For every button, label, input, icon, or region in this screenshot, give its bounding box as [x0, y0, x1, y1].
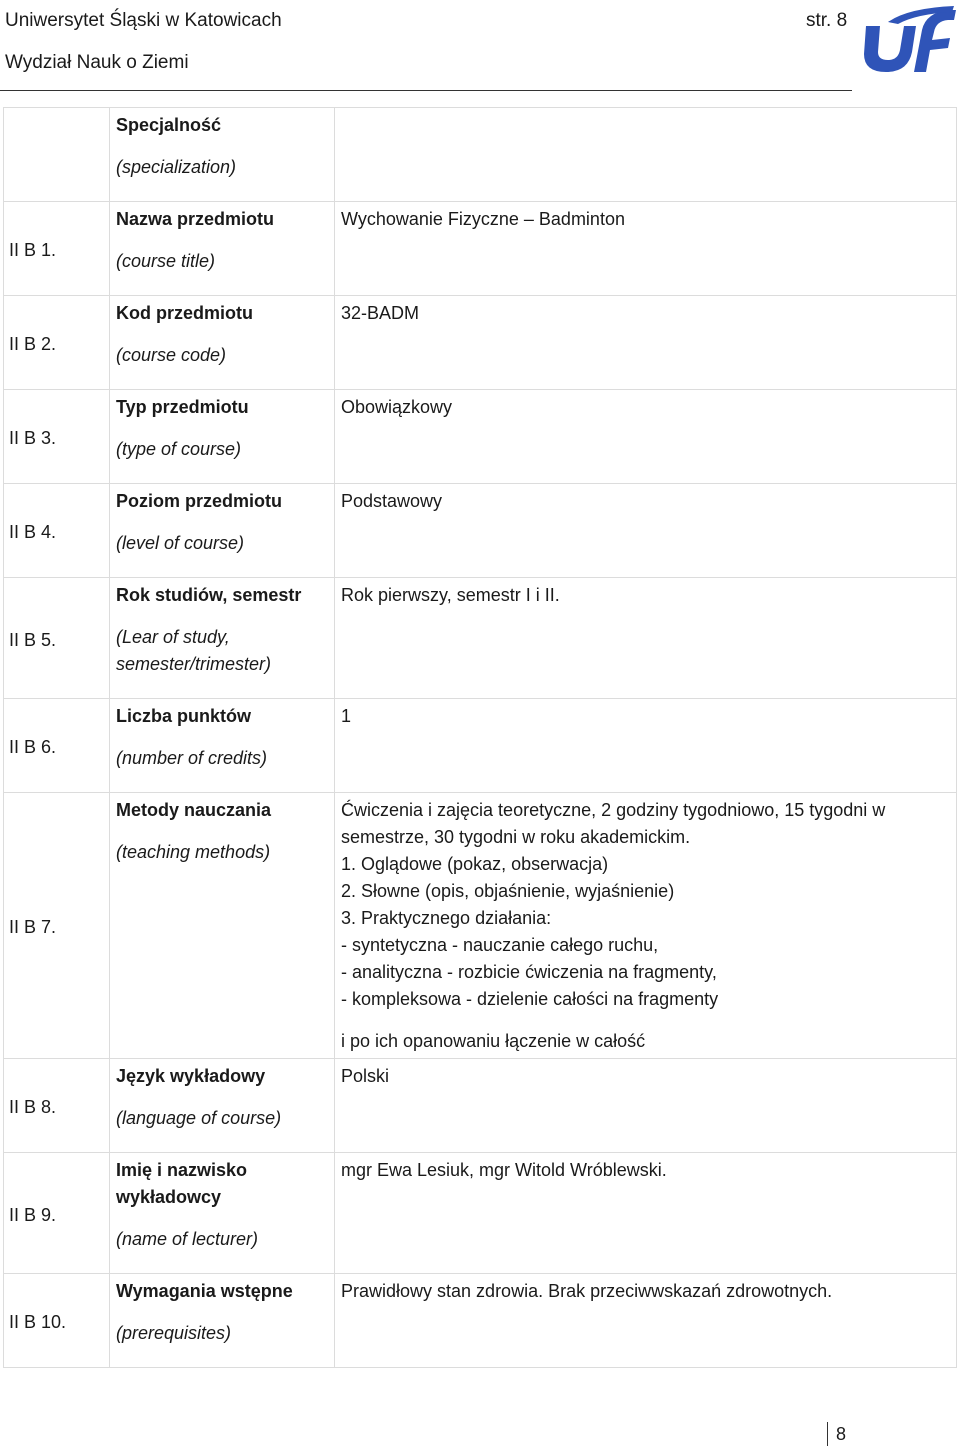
row-number: II B 8.: [4, 1059, 110, 1153]
table-row: [4, 1274, 957, 1368]
table-row: [4, 1153, 957, 1274]
field-label-pl: Poziom przedmiotu: [116, 491, 282, 511]
field-label: [110, 296, 335, 390]
prerequisites-value: Prawidłowy stan zdrowia. Brak przeciwwskazań zdrowotnych.: [341, 1281, 833, 1301]
field-label-en: (specialization): [116, 157, 237, 177]
header-divider: [0, 90, 852, 91]
row-number: II B 5.: [4, 578, 110, 699]
field-value: [335, 1274, 957, 1368]
teaching-methods-line: - analityczna - rozbicie ćwiczenia na fragmenty,: [341, 962, 717, 982]
field-label: [110, 202, 335, 296]
field-value: [335, 108, 957, 202]
field-label-en: (type of course): [116, 439, 242, 459]
field-label-en: (language of course): [116, 1108, 282, 1128]
language-value: Polski: [341, 1066, 390, 1086]
field-label-pl: Liczba punktów: [116, 706, 251, 726]
course-level-value: Podstawowy: [341, 491, 443, 511]
row-number: II B 3.: [4, 390, 110, 484]
field-label-en: (course code): [116, 345, 227, 365]
field-label-en: (Lear of study, semester/trimester): [116, 627, 272, 674]
course-code-value: 32-BADM: [341, 303, 420, 323]
field-label-pl: Imię i nazwisko wykładowcy: [116, 1160, 248, 1207]
field-value: [335, 296, 957, 390]
teaching-methods-line: 1. Oglądowe (pokaz, obserwacja): [341, 854, 609, 874]
field-value: [335, 793, 957, 1059]
field-label: [110, 1059, 335, 1153]
university-logo-icon: [858, 4, 958, 74]
teaching-methods-line: 2. Słowne (opis, objaśnienie, wyjaśnienie): [341, 881, 675, 901]
row-number: II B 4.: [4, 484, 110, 578]
logo-shapes: [864, 6, 956, 72]
field-label-en: (level of course): [116, 533, 245, 553]
field-label: [110, 699, 335, 793]
footer-page-number: 8: [827, 1422, 846, 1446]
field-label-en: (course title): [116, 251, 216, 271]
field-label-pl: Kod przedmiotu: [116, 303, 253, 323]
field-value: [335, 1059, 957, 1153]
table-row: [4, 793, 957, 1059]
university-name: Uniwersytet Śląski w Katowicach: [5, 10, 282, 31]
teaching-methods-line: - syntetyczna - nauczanie całego ruchu,: [341, 935, 659, 955]
table-row: [4, 578, 957, 699]
field-value: [335, 390, 957, 484]
credits-value: 1: [341, 706, 352, 726]
row-number: II B 1.: [4, 202, 110, 296]
table-row: [4, 699, 957, 793]
row-number: [4, 108, 110, 202]
field-label-en: (name of lecturer): [116, 1229, 259, 1249]
table-row: [4, 202, 957, 296]
field-value: [335, 1153, 957, 1274]
field-label: [110, 390, 335, 484]
field-label: [110, 578, 335, 699]
field-label-pl: Specjalność: [116, 115, 222, 135]
study-year-value: Rok pierwszy, semestr I i II.: [341, 585, 560, 605]
field-label-en: (prerequisites): [116, 1323, 232, 1343]
row-number: II B 9.: [4, 1153, 110, 1274]
row-number: II B 2.: [4, 296, 110, 390]
field-label-pl: Język wykładowy: [116, 1066, 266, 1086]
page-label: str. 8: [806, 10, 848, 31]
field-label: [110, 1153, 335, 1274]
teaching-methods-line: 3. Praktycznego działania:: [341, 908, 552, 928]
teaching-methods-line: Ćwiczenia i zajęcia teoretyczne, 2 godziny tygodniowo, 15 tygodni w semestrze, 30 tygodni w roku akademickim.: [341, 800, 886, 847]
field-label-en: (teaching methods): [116, 842, 271, 862]
row-number: II B 7.: [4, 793, 110, 1059]
field-label-pl: Wymagania wstępne: [116, 1281, 293, 1301]
table-row: [4, 1059, 957, 1153]
field-label: [110, 1274, 335, 1368]
field-label-pl: Rok studiów, semestr: [116, 585, 302, 605]
table-row: [4, 296, 957, 390]
row-number: II B 10.: [4, 1274, 110, 1368]
course-table: [3, 107, 957, 1368]
field-label: [110, 793, 335, 1059]
field-label: [110, 484, 335, 578]
lecturer-value: mgr Ewa Lesiuk, mgr Witold Wróblewski.: [341, 1160, 667, 1180]
field-value: [335, 699, 957, 793]
row-number: II B 6.: [4, 699, 110, 793]
field-label-pl: Nazwa przedmiotu: [116, 209, 275, 229]
course-title-value: Wychowanie Fizyczne – Badminton: [341, 209, 625, 229]
teaching-methods-line: i po ich opanowaniu łączenie w całość: [341, 1031, 646, 1051]
table-row: [4, 108, 957, 202]
field-value: [335, 484, 957, 578]
field-label-en: (number of credits): [116, 748, 268, 768]
document-header: [5, 10, 282, 94]
field-label-pl: Typ przedmiotu: [116, 397, 249, 417]
faculty-name: Wydział Nauk o Ziemi: [5, 52, 189, 73]
field-value: [335, 202, 957, 296]
course-type-value: Obowiązkowy: [341, 397, 453, 417]
table-row: [4, 484, 957, 578]
field-label-pl: Metody nauczania: [116, 800, 272, 820]
teaching-methods-line: - kompleksowa - dzielenie całości na fragmenty: [341, 989, 719, 1009]
field-label: [110, 108, 335, 202]
table-row: [4, 390, 957, 484]
field-value: [335, 578, 957, 699]
